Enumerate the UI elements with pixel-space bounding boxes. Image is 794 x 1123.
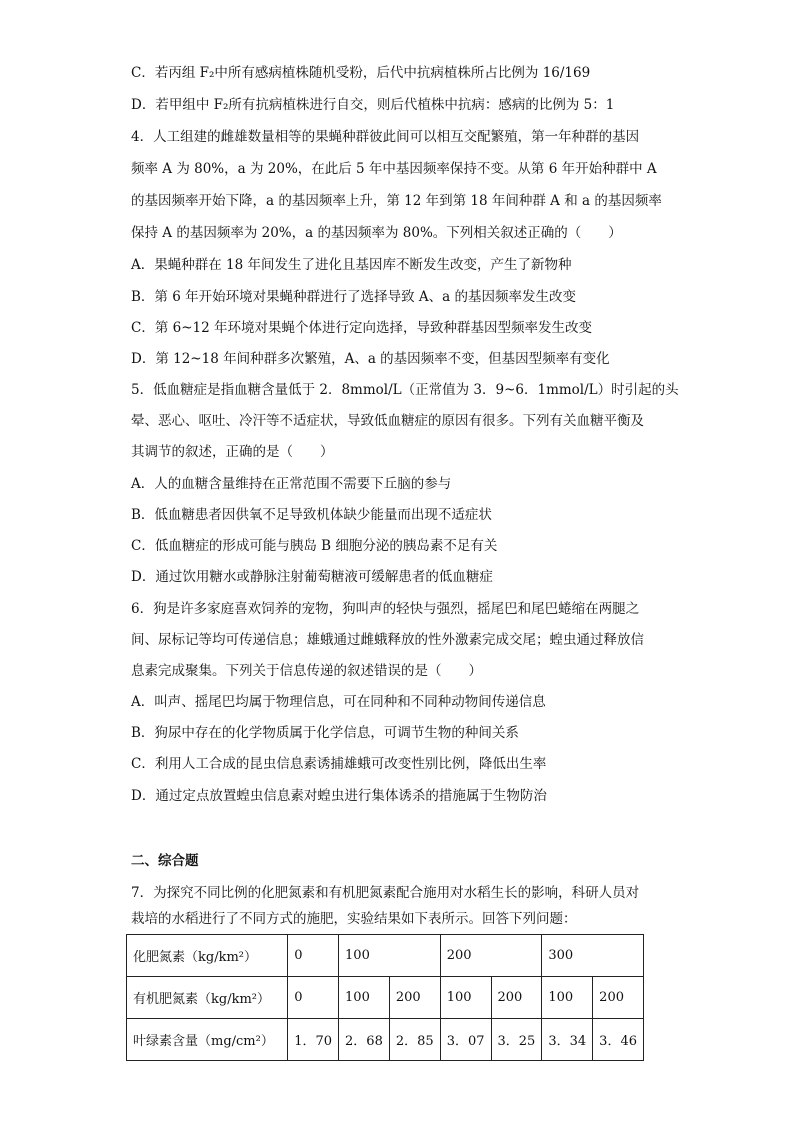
- table-cell: 2．68: [339, 1019, 390, 1061]
- question-5-line-1: 5．低血糖症是指血糖含量低于 2．8mmol/L（正常值为 3．9~6．1mmol/L）时引起的头: [131, 382, 679, 398]
- table-cell: 200: [440, 935, 542, 977]
- option-c-q6: C．利用人工合成的昆虫信息素诱捕雄蛾可改变性别比例，降低出生率: [131, 756, 547, 772]
- table-cell: 3．07: [440, 1019, 491, 1061]
- question-6-line-1: 6．狗是许多家庭喜欢饲养的宠物，狗叫声的轻快与强烈，摇尾巴和尾巴蜷缩在两腿之: [131, 601, 640, 617]
- question-5-line-3: 其调节的叙述，正确的是（ ）: [131, 444, 334, 460]
- question-7-line-1: 7．为探究不同比例的化肥氮素和有机肥氮素配合施用对水稻生长的影响，科研人员对: [131, 885, 640, 901]
- question-4-line-2: 频率 A 为 80%，a 为 20%，在此后 5 年中基因频率保持不变。从第 6 年开始种群中 A: [131, 161, 657, 177]
- table-cell: 100: [339, 935, 441, 977]
- section-title: 二、综合题: [131, 853, 199, 869]
- table-row-label: 叶绿素含量（mg/cm²）: [127, 1019, 288, 1061]
- table-cell: 1．70: [288, 1019, 339, 1061]
- question-4-line-4: 保持 A 的基因频率为 20%，a 的基因频率为 80%。下列相关叙述正确的（ ）: [131, 225, 622, 241]
- question-4-line-1: 4．人工组建的雌雄数量相等的果蝇种群彼此间可以相互交配繁殖，第一年种群的基因: [131, 129, 640, 145]
- table-cell: 200: [389, 977, 440, 1019]
- option-a-q6: A．叫声、摇尾巴均属于物理信息，可在同种和不同种动物间传递信息: [131, 694, 546, 710]
- fertilizer-table: [126, 934, 644, 1061]
- table-row-label: 有机肥氮素（kg/km²）: [127, 977, 288, 1019]
- table-cell: 3．34: [542, 1019, 593, 1061]
- table-cell: 2．85: [389, 1019, 440, 1061]
- table-cell: 300: [542, 935, 644, 977]
- table-row: [127, 935, 644, 977]
- option-d-q5: D．通过饮用糖水或静脉注射葡萄糖液可缓解患者的低血糖症: [131, 569, 493, 585]
- table-row-label: 化肥氮素（kg/km²）: [127, 935, 288, 977]
- option-d-q4: D．第 12~18 年间种群多次繁殖，A、a 的基因频率不变，但基因型频率有变化: [131, 351, 610, 367]
- option-b-q6: B．狗尿中存在的化学物质属于化学信息，可调节生物的种间关系: [131, 725, 519, 741]
- table-cell: 200: [593, 977, 644, 1019]
- option-b-q5: B．低血糖患者因供氧不足导致机体缺少能量而出现不适症状: [131, 507, 492, 523]
- table-cell: 0: [288, 935, 339, 977]
- question-7-line-2: 栽培的水稻进行了不同方式的施肥，实验结果如下表所示。回答下列问题：: [131, 911, 577, 927]
- table-cell: 3．46: [593, 1019, 644, 1061]
- table-row: [127, 1019, 644, 1061]
- question-6-line-2: 间、尿标记等均可传递信息；雄蛾通过雌蛾释放的性外激素完成交尾；蝗虫通过释放信: [131, 632, 644, 648]
- table-cell: 100: [440, 977, 491, 1019]
- option-d-q6: D．通过定点放置蝗虫信息素对蝗虫进行集体诱杀的措施属于生物防治: [131, 788, 547, 804]
- table-cell: 100: [542, 977, 593, 1019]
- table-cell: 0: [288, 977, 339, 1019]
- option-a-q5: A．人的血糖含量维持在正常范围不需要下丘脑的参与: [131, 476, 452, 492]
- option-c-q5: C．低血糖症的形成可能与胰岛 B 细胞分泌的胰岛素不足有关: [131, 538, 498, 554]
- option-c-q4: C．第 6~12 年环境对果蝇个体进行定向选择，导致种群基因型频率发生改变: [131, 320, 592, 336]
- table-row: [127, 977, 644, 1019]
- option-d-q3: D．若甲组中 F₂所有抗病植株进行自交，则后代植株中抗病：感病的比例为 5：1: [131, 97, 615, 113]
- table-cell: 200: [491, 977, 542, 1019]
- question-4-line-3: 的基因频率开始下降，a 的基因频率上升，第 12 年到第 18 年间种群 A 和 a 的基因频率: [131, 193, 662, 209]
- table-cell: 100: [339, 977, 390, 1019]
- question-6-line-3: 息素完成聚集。下列关于信息传递的叙述错误的是（ ）: [131, 663, 482, 679]
- question-5-line-2: 晕、恶心、呕吐、冷汗等不适症状，导致低血糖症的原因有很多。下列有关血糖平衡及: [131, 413, 644, 429]
- table-cell: 3．25: [491, 1019, 542, 1061]
- option-c-q3: C．若丙组 F₂中所有感病植株随机受粉，后代中抗病植株所占比例为 16/169: [131, 65, 591, 81]
- option-a-q4: A．果蝇种群在 18 年间发生了进化且基因库不断发生改变，产生了新物种: [131, 257, 572, 273]
- option-b-q4: B．第 6 年开始环境对果蝇种群进行了选择导致 A、a 的基因频率发生改变: [131, 289, 576, 305]
